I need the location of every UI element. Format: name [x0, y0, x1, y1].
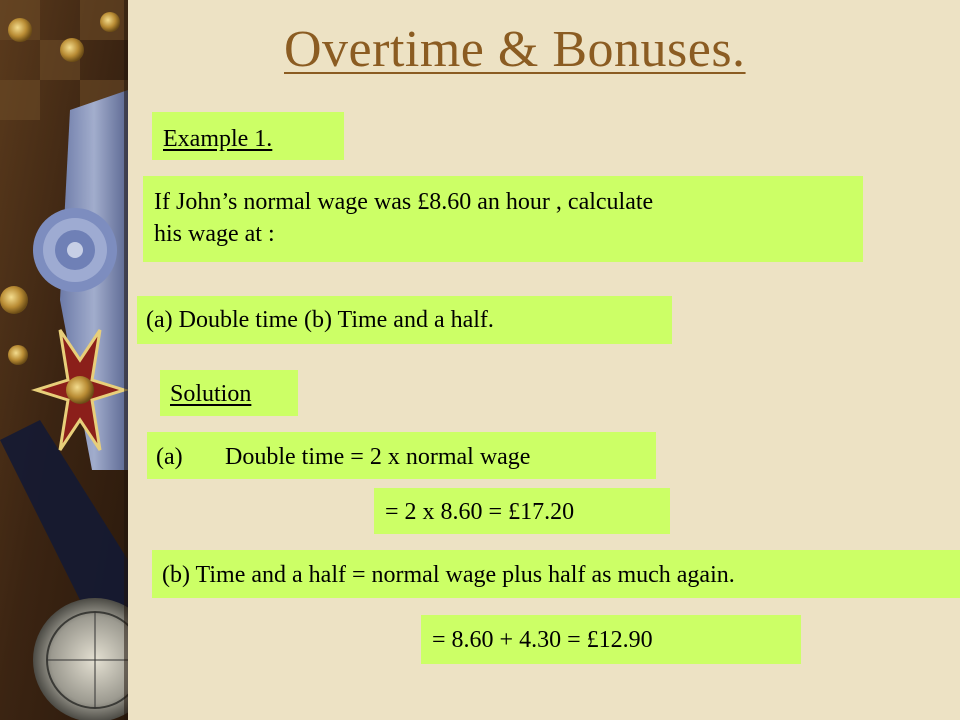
question-parts: (a) Double time (b) Time and a half. [137, 296, 672, 344]
part-b-calculation: = 8.60 + 4.30 = £12.90 [421, 615, 801, 664]
question-line-1: If John’s normal wage was £8.60 an hour , calculate [154, 189, 654, 215]
rosette-icon [33, 208, 117, 292]
question-line-2: his wage at : [154, 221, 275, 247]
part-a-text: Double time = 2 x normal wage [225, 444, 531, 470]
example-label: Example 1. [152, 112, 344, 160]
solution-label: Solution [160, 370, 298, 416]
page-title: Overtime & Bonuses. [284, 21, 746, 78]
part-a-statement [147, 432, 656, 479]
question-text [143, 176, 863, 262]
part-a-marker: (a) [156, 444, 183, 470]
part-a-calculation: = 2 x 8.60 = £17.20 [374, 488, 670, 534]
medals-decorative-image [0, 0, 128, 720]
part-b-statement: (b) Time and a half = normal wage plus half as much again. [152, 550, 960, 598]
